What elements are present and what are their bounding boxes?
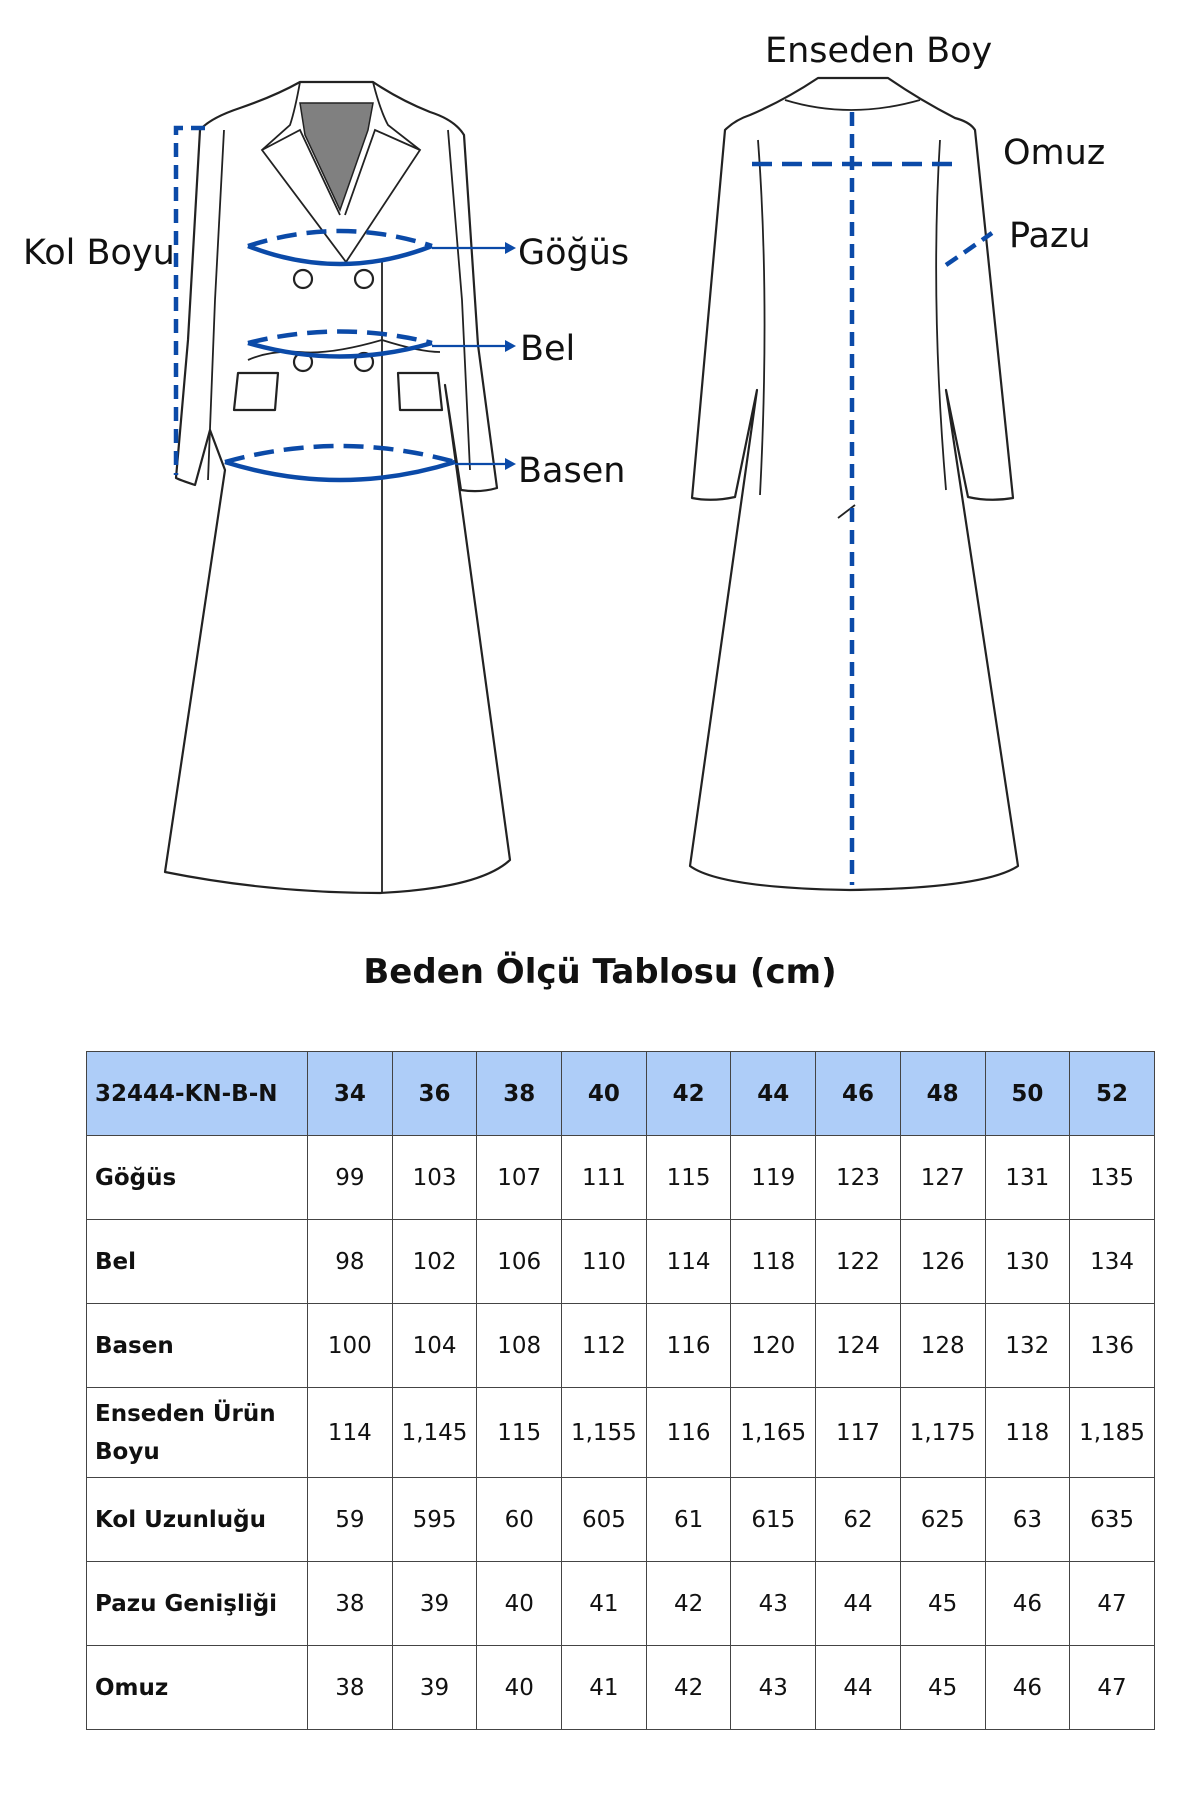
size-header-42: 42 [646,1052,731,1136]
table-cell: 41 [562,1646,647,1730]
table-cell: 1,185 [1070,1388,1155,1478]
table-cell: 46 [985,1646,1070,1730]
table-row [87,1220,1155,1304]
table-cell: 118 [985,1388,1070,1478]
table-cell: 42 [646,1646,731,1730]
table-row [87,1478,1155,1562]
product-code: 32444-KN-B-N [87,1052,308,1136]
table-row [87,1388,1155,1478]
row-label: Omuz [87,1646,308,1730]
table-cell: 1,155 [562,1388,647,1478]
table-cell: 118 [731,1220,816,1304]
table-cell: 127 [900,1136,985,1220]
table-cell: 134 [1070,1220,1155,1304]
table-cell: 63 [985,1478,1070,1562]
table-cell: 115 [477,1388,562,1478]
table-cell: 100 [308,1304,393,1388]
table-cell: 106 [477,1220,562,1304]
table-cell: 111 [562,1136,647,1220]
table-cell: 605 [562,1478,647,1562]
label-bel: Bel [520,329,576,369]
table-cell: 38 [308,1646,393,1730]
size-header-50: 50 [985,1052,1070,1136]
table-cell: 44 [816,1562,901,1646]
table-cell: 41 [562,1562,647,1646]
table-cell: 62 [816,1478,901,1562]
size-header-36: 36 [392,1052,477,1136]
table-cell: 136 [1070,1304,1155,1388]
table-cell: 107 [477,1136,562,1220]
table-cell: 112 [562,1304,647,1388]
table-cell: 43 [731,1646,816,1730]
size-header-38: 38 [477,1052,562,1136]
table-cell: 46 [985,1562,1070,1646]
table-cell: 114 [646,1220,731,1304]
table-cell: 103 [392,1136,477,1220]
table-cell: 124 [816,1304,901,1388]
table-cell: 110 [562,1220,647,1304]
table-cell: 38 [308,1562,393,1646]
table-cell: 120 [731,1304,816,1388]
table-cell: 108 [477,1304,562,1388]
row-label: Enseden Ürün Boyu [87,1388,308,1478]
table-cell: 47 [1070,1562,1155,1646]
size-header-44: 44 [731,1052,816,1136]
label-enseden-boy: Enseden Boy [765,31,993,71]
size-header-52: 52 [1070,1052,1155,1136]
table-cell: 1,145 [392,1388,477,1478]
label-omuz: Omuz [1003,133,1106,173]
table-cell: 135 [1070,1136,1155,1220]
table-cell: 98 [308,1220,393,1304]
table-row [87,1646,1155,1730]
table-cell: 116 [646,1304,731,1388]
table-cell: 132 [985,1304,1070,1388]
table-cell: 130 [985,1220,1070,1304]
row-label: Basen [87,1304,308,1388]
size-table [86,1051,1155,1730]
table-cell: 40 [477,1562,562,1646]
table-cell: 126 [900,1220,985,1304]
table-cell: 128 [900,1304,985,1388]
table-cell: 39 [392,1562,477,1646]
table-cell: 44 [816,1646,901,1730]
table-cell: 45 [900,1646,985,1730]
table-cell: 625 [900,1478,985,1562]
table-cell: 615 [731,1478,816,1562]
table-cell: 43 [731,1562,816,1646]
table-header-row [87,1052,1155,1136]
table-cell: 1,175 [900,1388,985,1478]
label-gogus: Göğüs [518,233,630,273]
table-cell: 99 [308,1136,393,1220]
table-cell: 115 [646,1136,731,1220]
size-header-46: 46 [816,1052,901,1136]
table-row [87,1304,1155,1388]
coat-back-illustration [690,78,1018,890]
table-cell: 116 [646,1388,731,1478]
table-cell: 131 [985,1136,1070,1220]
table-cell: 117 [816,1388,901,1478]
table-title: Beden Ölçü Tablosu (cm) [363,952,837,992]
table-cell: 47 [1070,1646,1155,1730]
table-cell: 104 [392,1304,477,1388]
table-cell: 45 [900,1562,985,1646]
size-header-40: 40 [562,1052,647,1136]
row-label: Pazu Genişliği [87,1562,308,1646]
table-cell: 595 [392,1478,477,1562]
table-cell: 122 [816,1220,901,1304]
label-basen: Basen [518,451,626,491]
label-pazu: Pazu [1009,216,1091,256]
table-cell: 61 [646,1478,731,1562]
row-label: Kol Uzunluğu [87,1478,308,1562]
coat-front-illustration [165,82,516,893]
table-cell: 119 [731,1136,816,1220]
table-cell: 39 [392,1646,477,1730]
table-row [87,1136,1155,1220]
table-cell: 60 [477,1478,562,1562]
size-header-34: 34 [308,1052,393,1136]
table-cell: 59 [308,1478,393,1562]
label-kol-boyu: Kol Boyu [23,233,175,273]
row-label: Göğüs [87,1136,308,1220]
table-cell: 102 [392,1220,477,1304]
row-label: Bel [87,1220,308,1304]
table-cell: 40 [477,1646,562,1730]
table-cell: 114 [308,1388,393,1478]
table-cell: 635 [1070,1478,1155,1562]
table-row [87,1562,1155,1646]
table-cell: 1,165 [731,1388,816,1478]
table-cell: 123 [816,1136,901,1220]
table-cell: 42 [646,1562,731,1646]
size-header-48: 48 [900,1052,985,1136]
